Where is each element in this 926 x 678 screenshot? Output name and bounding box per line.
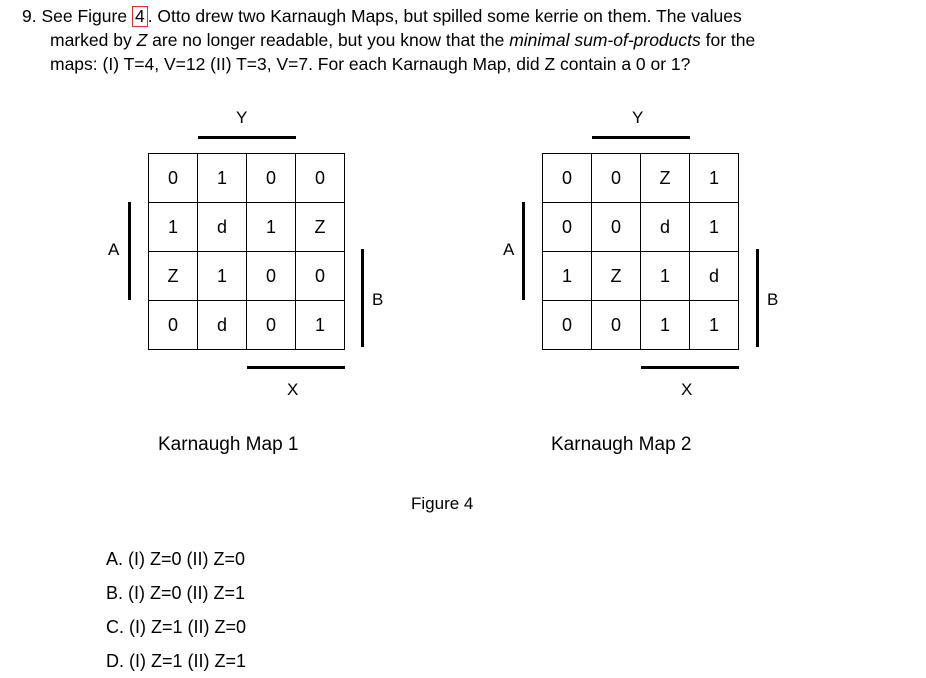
kmap1-cell: 0 bbox=[149, 154, 198, 203]
option-a[interactable]: A. (I) Z=0 (II) Z=0 bbox=[106, 549, 246, 569]
kmap2-cell: 0 bbox=[543, 203, 592, 252]
kmap1-cell: 1 bbox=[198, 154, 247, 203]
kmap1-cell: 0 bbox=[247, 252, 296, 301]
kmap2-x-bar bbox=[641, 366, 739, 369]
option-b[interactable]: B. (I) Z=0 (II) Z=1 bbox=[106, 583, 246, 603]
kmap2-cell: 0 bbox=[543, 301, 592, 350]
kmap1-cell: 1 bbox=[198, 252, 247, 301]
kmap1-cell: d bbox=[198, 203, 247, 252]
question-text-part: See Figure bbox=[41, 6, 132, 26]
kmap2-row bbox=[543, 203, 739, 252]
kmap2-cell: 1 bbox=[690, 203, 739, 252]
kmap2-a-bar bbox=[522, 202, 525, 300]
question-text-part: are no longer readable, but you know that the bbox=[147, 30, 510, 50]
answer-options bbox=[106, 542, 246, 678]
figure-reference-link[interactable]: 4 bbox=[132, 6, 148, 27]
kmap1-cell: Z bbox=[296, 203, 345, 252]
kmap1-y-label: Y bbox=[236, 108, 248, 127]
kmap1-b-bar bbox=[361, 249, 364, 347]
kmap1-x-bar bbox=[247, 366, 345, 369]
kmap1-b-label: B bbox=[372, 290, 384, 309]
kmap2-cell: Z bbox=[592, 252, 641, 301]
kmap2-cell: 1 bbox=[641, 252, 690, 301]
kmap2-b-bar bbox=[756, 249, 759, 347]
kmap1-cell: 1 bbox=[296, 301, 345, 350]
kmap1-row bbox=[149, 252, 345, 301]
question-line-3: maps: (I) T=4, V=12 (II) T=3, V=7. For each Karnaugh Map, did Z contain a 0 or 1? bbox=[50, 54, 691, 74]
option-d[interactable]: D. (I) Z=1 (II) Z=1 bbox=[106, 651, 247, 671]
kmap1-cell: 0 bbox=[149, 301, 198, 350]
kmap1-cell: 0 bbox=[247, 154, 296, 203]
kmap2-grid bbox=[542, 153, 739, 350]
kmap2-cell: 0 bbox=[543, 154, 592, 203]
question-number: 9. bbox=[22, 6, 37, 26]
kmap2-cell: Z bbox=[641, 154, 690, 203]
kmap2-x-label: X bbox=[681, 380, 693, 399]
variable-z: Z bbox=[136, 30, 148, 50]
question-line-2 bbox=[22, 28, 902, 52]
question-text bbox=[22, 4, 902, 76]
kmap2-b-label: B bbox=[767, 290, 779, 309]
kmap2-a-label: A bbox=[503, 240, 515, 259]
kmap2-y-label: Y bbox=[632, 108, 644, 127]
kmap2-y-bar bbox=[592, 136, 690, 139]
kmap2-caption: Karnaugh Map 2 bbox=[551, 434, 692, 455]
kmap1-row bbox=[149, 203, 345, 252]
kmap1-grid bbox=[148, 153, 345, 350]
figure-label: Figure 4 bbox=[411, 494, 474, 513]
kmap1-row bbox=[149, 154, 345, 203]
kmap2-cell: 0 bbox=[592, 301, 641, 350]
kmap1-cell: 0 bbox=[296, 252, 345, 301]
kmap1-a-bar bbox=[128, 202, 131, 300]
kmap2-cell: d bbox=[641, 203, 690, 252]
question-line-1 bbox=[22, 4, 902, 28]
kmap2-cell: 1 bbox=[690, 301, 739, 350]
question-text-part: marked by bbox=[50, 30, 137, 50]
kmap2-cell: 0 bbox=[592, 154, 641, 203]
kmap1-y-bar bbox=[198, 136, 296, 139]
kmap1-cell: 0 bbox=[247, 301, 296, 350]
option-c[interactable]: C. (I) Z=1 (II) Z=0 bbox=[106, 617, 247, 637]
kmap1-cell: 1 bbox=[247, 203, 296, 252]
emphasis-text: minimal sum-of-products bbox=[509, 30, 701, 50]
kmap2-cell: 1 bbox=[690, 154, 739, 203]
question-text-part: for the bbox=[700, 30, 756, 50]
kmap1-cell: Z bbox=[149, 252, 198, 301]
question-text-part: . Otto drew two Karnaugh Maps, but spilled some kerrie on them. The values bbox=[147, 6, 742, 26]
kmap1-caption: Karnaugh Map 1 bbox=[158, 434, 299, 455]
kmap2-cell: 1 bbox=[641, 301, 690, 350]
kmap2-row bbox=[543, 301, 739, 350]
kmap1-cell: d bbox=[198, 301, 247, 350]
kmap1-a-label: A bbox=[108, 240, 120, 259]
kmap1-row bbox=[149, 301, 345, 350]
kmap1-cell: 1 bbox=[149, 203, 198, 252]
kmap2-cell: 0 bbox=[592, 203, 641, 252]
kmap2-cell: 1 bbox=[543, 252, 592, 301]
kmap2-row bbox=[543, 252, 739, 301]
kmap1-cell: 0 bbox=[296, 154, 345, 203]
kmap2-row bbox=[543, 154, 739, 203]
kmap2-cell: d bbox=[690, 252, 739, 301]
kmap1-x-label: X bbox=[287, 380, 299, 399]
